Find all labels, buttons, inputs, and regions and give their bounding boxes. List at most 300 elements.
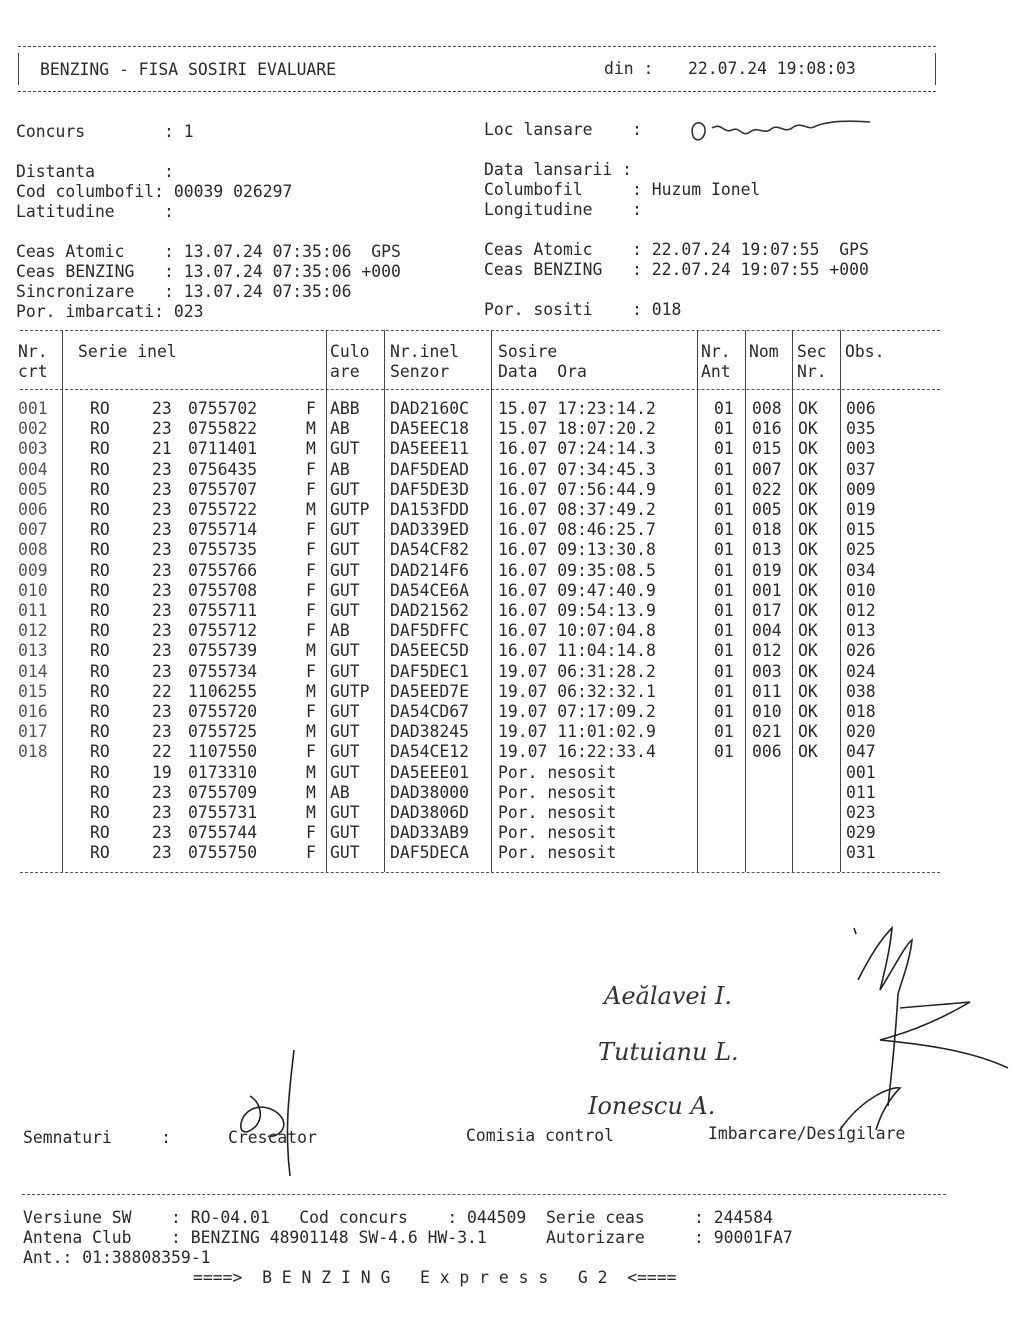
cell-nom: 016 bbox=[752, 419, 782, 439]
cell-an: 23 bbox=[152, 621, 172, 641]
header-right-border bbox=[935, 53, 936, 85]
cell-cul: GUT bbox=[330, 742, 360, 762]
cell-cul: GUTP bbox=[330, 500, 370, 519]
cell-nr: 0755744 bbox=[188, 823, 258, 843]
cell-ant: 01 bbox=[714, 681, 734, 701]
cell-sec: OK bbox=[798, 702, 818, 721]
table-bottom-rule bbox=[20, 872, 940, 873]
cell-nr: 0755708 bbox=[188, 580, 258, 600]
cell-tara: RO bbox=[90, 520, 110, 540]
cell-nr: 0755712 bbox=[188, 621, 258, 641]
comisia-control-label: Comisia control bbox=[466, 1126, 615, 1145]
cell-sex: M bbox=[306, 681, 316, 701]
cell-obs: 012 bbox=[846, 601, 876, 620]
cell-tara: RO bbox=[90, 580, 110, 600]
cell-senzor: DA5EEE11 bbox=[390, 439, 469, 459]
cell-sosire: 16.07 09:47:40.9 bbox=[498, 580, 656, 600]
cell-sosire: 19.07 06:31:28.2 bbox=[498, 661, 656, 681]
por-sositi: Por. sositi : 018 bbox=[484, 300, 682, 319]
cell-senzor: DAD3806D bbox=[390, 803, 469, 822]
cell-tara: RO bbox=[90, 479, 110, 499]
cell-crt: 015 bbox=[18, 681, 48, 701]
cell-crt: 007 bbox=[18, 520, 48, 540]
cell-nr: 1107550 bbox=[188, 742, 258, 762]
cell-sex: F bbox=[306, 601, 316, 620]
cell-senzor: DAD33AB9 bbox=[390, 823, 469, 843]
loc-lansare: Loc lansare : bbox=[484, 120, 642, 139]
cell-nr: 0755711 bbox=[188, 601, 258, 620]
cell-an: 21 bbox=[152, 439, 172, 459]
cell-cul: GUT bbox=[330, 641, 360, 661]
cell-ant: 01 bbox=[714, 641, 734, 661]
cell-tara: RO bbox=[90, 641, 110, 661]
cell-senzor: DAF5DEAD bbox=[390, 459, 469, 479]
cell-ant: 01 bbox=[714, 540, 734, 560]
cell-nom: 019 bbox=[752, 560, 782, 580]
header-left-border bbox=[18, 53, 19, 85]
ceas-benzing-start: Ceas BENZING : 13.07.24 07:35:06 +000 bbox=[16, 262, 401, 281]
signature-comisia bbox=[840, 920, 1020, 1130]
cell-nr: 0755734 bbox=[188, 661, 258, 681]
cell-crt: 018 bbox=[18, 742, 48, 762]
cell-nom: 022 bbox=[752, 479, 782, 499]
table-row bbox=[0, 763, 960, 783]
cell-tara: RO bbox=[90, 803, 110, 822]
cell-nr: 0755731 bbox=[188, 803, 258, 822]
cell-crt: 012 bbox=[18, 621, 48, 641]
cell-senzor: DAD21562 bbox=[390, 601, 469, 620]
table-row bbox=[0, 823, 960, 843]
cell-tara: RO bbox=[90, 500, 110, 519]
cell-an: 22 bbox=[152, 681, 172, 701]
cell-obs: 011 bbox=[846, 782, 876, 802]
table-row bbox=[0, 682, 960, 702]
cell-cul: ABB bbox=[330, 399, 360, 418]
cell-sec: OK bbox=[798, 500, 818, 519]
cell-senzor: DAF5DECA bbox=[390, 843, 469, 863]
handwritten-name-2: Tutuianu L. bbox=[598, 1038, 739, 1066]
cell-crt: 004 bbox=[18, 459, 48, 479]
cell-nom: 012 bbox=[752, 641, 782, 661]
table-top-rule bbox=[20, 330, 940, 331]
ceas-atomic-end: Ceas Atomic : 22.07.24 19:07:55 GPS bbox=[484, 240, 869, 259]
cell-cul: AB bbox=[330, 621, 350, 641]
handwritten-name-3: Ionescu A. bbox=[588, 1092, 716, 1120]
footer-line-1: Versiune SW : RO-04.01 Cod concurs : 044509 Serie ceas : 244584 bbox=[23, 1208, 773, 1227]
cell-cul: AB bbox=[330, 419, 350, 439]
cell-sosire: Por. nesosit bbox=[498, 782, 617, 802]
cell-crt: 003 bbox=[18, 439, 48, 459]
cell-nom: 004 bbox=[752, 621, 782, 641]
cell-nr: 0755714 bbox=[188, 520, 258, 540]
cell-sosire: 16.07 11:04:14.8 bbox=[498, 641, 656, 661]
cell-senzor: DAD214F6 bbox=[390, 560, 469, 580]
cell-cul: GUT bbox=[330, 843, 360, 863]
th-culoare-1: Culo bbox=[330, 342, 370, 361]
cell-tara: RO bbox=[90, 601, 110, 620]
cell-crt: 011 bbox=[18, 601, 48, 620]
cell-ant: 01 bbox=[714, 479, 734, 499]
cell-sec: OK bbox=[798, 560, 818, 580]
cell-senzor: DA54CD67 bbox=[390, 702, 469, 721]
cell-an: 23 bbox=[152, 782, 172, 802]
cell-obs: 031 bbox=[846, 843, 876, 863]
cell-nr: 0755702 bbox=[188, 399, 258, 418]
cell-sex: F bbox=[306, 621, 316, 641]
cell-cul: GUT bbox=[330, 702, 360, 721]
ceas-benzing-end: Ceas BENZING : 22.07.24 19:07:55 +000 bbox=[484, 260, 869, 279]
cell-sosire: 16.07 07:34:45.3 bbox=[498, 459, 656, 479]
cell-nr: 0755709 bbox=[188, 782, 258, 802]
cell-an: 23 bbox=[152, 560, 172, 580]
cell-sosire: Por. nesosit bbox=[498, 823, 617, 843]
cell-sec: OK bbox=[798, 621, 818, 641]
cell-sec: OK bbox=[798, 399, 818, 418]
cell-sosire: 19.07 06:32:32.1 bbox=[498, 681, 656, 701]
page-title: BENZING - FISA SOSIRI EVALUARE bbox=[40, 60, 337, 79]
cell-an: 23 bbox=[152, 479, 172, 499]
cell-sec: OK bbox=[798, 641, 818, 661]
cell-sex: M bbox=[306, 762, 316, 782]
cell-cul: GUT bbox=[330, 601, 360, 620]
table-header-rule bbox=[20, 389, 940, 390]
cell-tara: RO bbox=[90, 621, 110, 641]
cell-obs: 015 bbox=[846, 520, 876, 540]
cell-sosire: 16.07 09:35:08.5 bbox=[498, 560, 656, 580]
cell-sosire: 15.07 17:23:14.2 bbox=[498, 399, 656, 418]
cell-sosire: 16.07 09:54:13.9 bbox=[498, 601, 656, 620]
cell-sex: M bbox=[306, 439, 316, 459]
cell-an: 22 bbox=[152, 742, 172, 762]
cell-ant: 01 bbox=[714, 601, 734, 620]
cell-ant: 01 bbox=[714, 661, 734, 681]
cell-cul: GUT bbox=[330, 722, 360, 742]
cell-sec: OK bbox=[798, 479, 818, 499]
columbofil: Columbofil : Huzum Ionel bbox=[484, 180, 761, 199]
cell-an: 23 bbox=[152, 399, 172, 418]
table-row bbox=[0, 843, 960, 863]
cell-tara: RO bbox=[90, 459, 110, 479]
table-row bbox=[0, 460, 960, 480]
cod-columbofil: Cod columbofil: 00039 026297 bbox=[16, 182, 293, 201]
cell-sex: F bbox=[306, 661, 316, 681]
cell-ant: 01 bbox=[714, 742, 734, 762]
cell-obs: 020 bbox=[846, 722, 876, 742]
cell-an: 23 bbox=[152, 661, 172, 681]
cell-an: 23 bbox=[152, 601, 172, 620]
cell-nom: 003 bbox=[752, 661, 782, 681]
cell-crt: 016 bbox=[18, 702, 48, 721]
din-value: 22.07.24 19:08:03 bbox=[688, 59, 856, 78]
footer-line-2: Antena Club : BENZING 48901148 SW-4.6 HW-3.1 Autorizare : 90001FA7 bbox=[23, 1228, 793, 1247]
cell-sex: F bbox=[306, 742, 316, 762]
cell-crt: 005 bbox=[18, 479, 48, 499]
footer-line-3: Ant.: 01:38808359-1 bbox=[23, 1248, 211, 1267]
cell-obs: 001 bbox=[846, 762, 876, 782]
cell-senzor: DA5EED7E bbox=[390, 681, 469, 701]
signature-crescator bbox=[220, 1046, 330, 1181]
por-imbarcati: Por. imbarcati: 023 bbox=[16, 302, 204, 321]
cell-sex: F bbox=[306, 843, 316, 863]
cell-senzor: DA153FDD bbox=[390, 500, 469, 519]
cell-tara: RO bbox=[90, 439, 110, 459]
th-crt: crt bbox=[18, 362, 48, 381]
sincronizare: Sincronizare : 13.07.24 07:35:06 bbox=[16, 282, 352, 301]
cell-nom: 005 bbox=[752, 500, 782, 519]
data-lansarii: Data lansarii : bbox=[484, 160, 633, 179]
cell-nom: 018 bbox=[752, 520, 782, 540]
cell-sec: OK bbox=[798, 459, 818, 479]
cell-ant: 01 bbox=[714, 520, 734, 540]
cell-obs: 010 bbox=[846, 580, 876, 600]
imbarcare-label: Imbarcare/Desigilare bbox=[708, 1124, 906, 1143]
cell-cul: GUT bbox=[330, 762, 360, 782]
cell-an: 23 bbox=[152, 580, 172, 600]
cell-crt: 014 bbox=[18, 661, 48, 681]
cell-obs: 019 bbox=[846, 500, 876, 519]
cell-nr: 0711401 bbox=[188, 439, 258, 459]
cell-sex: M bbox=[306, 641, 316, 661]
cell-tara: RO bbox=[90, 560, 110, 580]
cell-obs: 029 bbox=[846, 823, 876, 843]
cell-an: 23 bbox=[152, 702, 172, 721]
cell-nom: 001 bbox=[752, 580, 782, 600]
cell-sex: F bbox=[306, 560, 316, 580]
cell-ant: 01 bbox=[714, 459, 734, 479]
cell-ant: 01 bbox=[714, 419, 734, 439]
cell-sex: F bbox=[306, 823, 316, 843]
cell-obs: 025 bbox=[846, 540, 876, 560]
table-row bbox=[0, 520, 960, 540]
table-row bbox=[0, 500, 960, 520]
cell-nr: 0755722 bbox=[188, 500, 258, 519]
cell-sec: OK bbox=[798, 601, 818, 620]
cell-obs: 035 bbox=[846, 419, 876, 439]
cell-sex: M bbox=[306, 782, 316, 802]
cell-nom: 006 bbox=[752, 742, 782, 762]
th-sec-1: Sec bbox=[797, 342, 827, 361]
cell-sex: F bbox=[306, 520, 316, 540]
cell-cul: AB bbox=[330, 459, 350, 479]
table-row bbox=[0, 480, 960, 500]
cell-cul: GUT bbox=[330, 823, 360, 843]
th-sosire-1: Sosire bbox=[498, 342, 558, 361]
table-row bbox=[0, 783, 960, 803]
cell-tara: RO bbox=[90, 823, 110, 843]
crescator-label: Crescator bbox=[228, 1128, 317, 1147]
th-culoare-2: are bbox=[330, 362, 360, 381]
cell-cul: GUT bbox=[330, 479, 360, 499]
cell-sec: OK bbox=[798, 419, 818, 439]
cell-sosire: Por. nesosit bbox=[498, 762, 617, 782]
cell-nr: 0756435 bbox=[188, 459, 258, 479]
cell-crt: 009 bbox=[18, 560, 48, 580]
cell-tara: RO bbox=[90, 762, 110, 782]
cell-sec: OK bbox=[798, 580, 818, 600]
table-row bbox=[0, 399, 960, 419]
table-row bbox=[0, 662, 960, 682]
cell-ant: 01 bbox=[714, 500, 734, 519]
cell-senzor: DAD38245 bbox=[390, 722, 469, 742]
cell-nom: 017 bbox=[752, 601, 782, 620]
cell-ant: 01 bbox=[714, 722, 734, 742]
cell-obs: 034 bbox=[846, 560, 876, 580]
cell-sosire: 19.07 07:17:09.2 bbox=[498, 702, 656, 721]
cell-cul: GUT bbox=[330, 661, 360, 681]
cell-tara: RO bbox=[90, 782, 110, 802]
cell-sex: M bbox=[306, 419, 316, 439]
th-ant-2: Ant bbox=[701, 362, 731, 381]
cell-senzor: DAD339ED bbox=[390, 520, 469, 540]
cell-an: 23 bbox=[152, 803, 172, 822]
cell-nr: 0755725 bbox=[188, 722, 258, 742]
cell-cul: GUTP bbox=[330, 681, 370, 701]
cell-an: 23 bbox=[152, 823, 172, 843]
cell-sec: OK bbox=[798, 742, 818, 762]
cell-nr: 0755707 bbox=[188, 479, 258, 499]
cell-nom: 010 bbox=[752, 702, 782, 721]
distanta: Distanta : bbox=[16, 162, 174, 181]
handwritten-name-1: Aeălavei I. bbox=[604, 982, 733, 1010]
cell-nom: 013 bbox=[752, 540, 782, 560]
cell-senzor: DAF5DFFC bbox=[390, 621, 469, 641]
cell-obs: 026 bbox=[846, 641, 876, 661]
footer-rule bbox=[22, 1194, 946, 1195]
cell-cul: GUT bbox=[330, 439, 360, 459]
cell-tara: RO bbox=[90, 681, 110, 701]
table-row bbox=[0, 803, 960, 823]
cell-tara: RO bbox=[90, 661, 110, 681]
cell-obs: 006 bbox=[846, 399, 876, 418]
cell-crt: 002 bbox=[18, 419, 48, 439]
cell-nr: 0755750 bbox=[188, 843, 258, 863]
cell-obs: 023 bbox=[846, 803, 876, 822]
cell-senzor: DA5EEE01 bbox=[390, 762, 469, 782]
cell-senzor: DAF5DEC1 bbox=[390, 661, 469, 681]
cell-senzor: DA5EEC5D bbox=[390, 641, 469, 661]
table-row bbox=[0, 722, 960, 742]
th-serie-inel: Serie inel bbox=[78, 342, 177, 361]
cell-sosire: 16.07 08:46:25.7 bbox=[498, 520, 656, 540]
table-row bbox=[0, 641, 960, 661]
table-row bbox=[0, 742, 960, 762]
cell-an: 23 bbox=[152, 500, 172, 519]
cell-senzor: DA54CE6A bbox=[390, 580, 469, 600]
cell-senzor: DAD2160C bbox=[390, 399, 469, 418]
cell-obs: 038 bbox=[846, 681, 876, 701]
cell-obs: 047 bbox=[846, 742, 876, 762]
cell-tara: RO bbox=[90, 742, 110, 762]
cell-nom: 011 bbox=[752, 681, 782, 701]
cell-obs: 013 bbox=[846, 621, 876, 641]
table-row bbox=[0, 621, 960, 641]
cell-tara: RO bbox=[90, 419, 110, 439]
cell-senzor: DA54CE12 bbox=[390, 742, 469, 762]
cell-ant: 01 bbox=[714, 399, 734, 418]
cell-nr: 0755735 bbox=[188, 540, 258, 560]
cell-sec: OK bbox=[798, 439, 818, 459]
cell-obs: 009 bbox=[846, 479, 876, 499]
cell-obs: 018 bbox=[846, 702, 876, 721]
cell-tara: RO bbox=[90, 722, 110, 742]
cell-nr: 0173310 bbox=[188, 762, 258, 782]
latitudine: Latitudine : bbox=[16, 202, 174, 221]
table-row bbox=[0, 419, 960, 439]
table-row bbox=[0, 561, 960, 581]
cell-an: 23 bbox=[152, 520, 172, 540]
cell-senzor: DAD38000 bbox=[390, 782, 469, 802]
cell-tara: RO bbox=[90, 702, 110, 721]
th-obs: Obs. bbox=[845, 342, 885, 361]
cell-an: 23 bbox=[152, 843, 172, 863]
th-sec-2: Nr. bbox=[797, 362, 827, 381]
ceas-atomic-start: Ceas Atomic : 13.07.24 07:35:06 GPS bbox=[16, 242, 401, 261]
cell-crt: 001 bbox=[18, 399, 48, 418]
cell-crt: 010 bbox=[18, 580, 48, 600]
cell-ant: 01 bbox=[714, 580, 734, 600]
cell-sosire: Por. nesosit bbox=[498, 803, 617, 822]
cell-sosire: 16.07 08:37:49.2 bbox=[498, 500, 656, 519]
cell-an: 23 bbox=[152, 722, 172, 742]
cell-crt: 006 bbox=[18, 500, 48, 519]
loc-lansare-signature bbox=[684, 108, 884, 158]
table-row bbox=[0, 601, 960, 621]
cell-nr: 0755766 bbox=[188, 560, 258, 580]
cell-an: 23 bbox=[152, 419, 172, 439]
cell-an: 23 bbox=[152, 540, 172, 560]
cell-ant: 01 bbox=[714, 560, 734, 580]
cell-sex: F bbox=[306, 702, 316, 721]
cell-nr: 0755822 bbox=[188, 419, 258, 439]
th-sosire-2: Data Ora bbox=[498, 362, 587, 381]
cell-crt: 017 bbox=[18, 722, 48, 742]
th-nrinel-2: Senzor bbox=[390, 362, 450, 381]
cell-sosire: 16.07 10:07:04.8 bbox=[498, 621, 656, 641]
table-row bbox=[0, 702, 960, 722]
cell-sosire: 19.07 11:01:02.9 bbox=[498, 722, 656, 742]
cell-cul: GUT bbox=[330, 560, 360, 580]
cell-tara: RO bbox=[90, 399, 110, 418]
cell-sex: F bbox=[306, 459, 316, 479]
cell-sosire: Por. nesosit bbox=[498, 843, 617, 863]
cell-sosire: 16.07 07:24:14.3 bbox=[498, 439, 656, 459]
cell-ant: 01 bbox=[714, 439, 734, 459]
cell-sosire: 16.07 09:13:30.8 bbox=[498, 540, 656, 560]
cell-ant: 01 bbox=[714, 702, 734, 721]
cell-sex: F bbox=[306, 540, 316, 560]
footer-banner: ====> B E N Z I N G E x p r e s s G 2 <==== bbox=[193, 1268, 677, 1287]
table-row bbox=[0, 581, 960, 601]
cell-tara: RO bbox=[90, 843, 110, 863]
cell-nr: 0755720 bbox=[188, 702, 258, 721]
cell-crt: 013 bbox=[18, 641, 48, 661]
cell-an: 19 bbox=[152, 762, 172, 782]
cell-cul: GUT bbox=[330, 540, 360, 560]
cell-cul: GUT bbox=[330, 580, 360, 600]
cell-sosire: 15.07 18:07:20.2 bbox=[498, 419, 656, 439]
din-label: din : bbox=[604, 59, 654, 78]
cell-tara: RO bbox=[90, 540, 110, 560]
cell-sex: F bbox=[306, 479, 316, 499]
cell-an: 23 bbox=[152, 641, 172, 661]
cell-sec: OK bbox=[798, 681, 818, 701]
cell-sosire: 19.07 16:22:33.4 bbox=[498, 742, 656, 762]
th-nr: Nr. bbox=[18, 342, 48, 361]
table-row bbox=[0, 540, 960, 560]
cell-sex: M bbox=[306, 722, 316, 742]
cell-sec: OK bbox=[798, 661, 818, 681]
cell-cul: AB bbox=[330, 782, 350, 802]
